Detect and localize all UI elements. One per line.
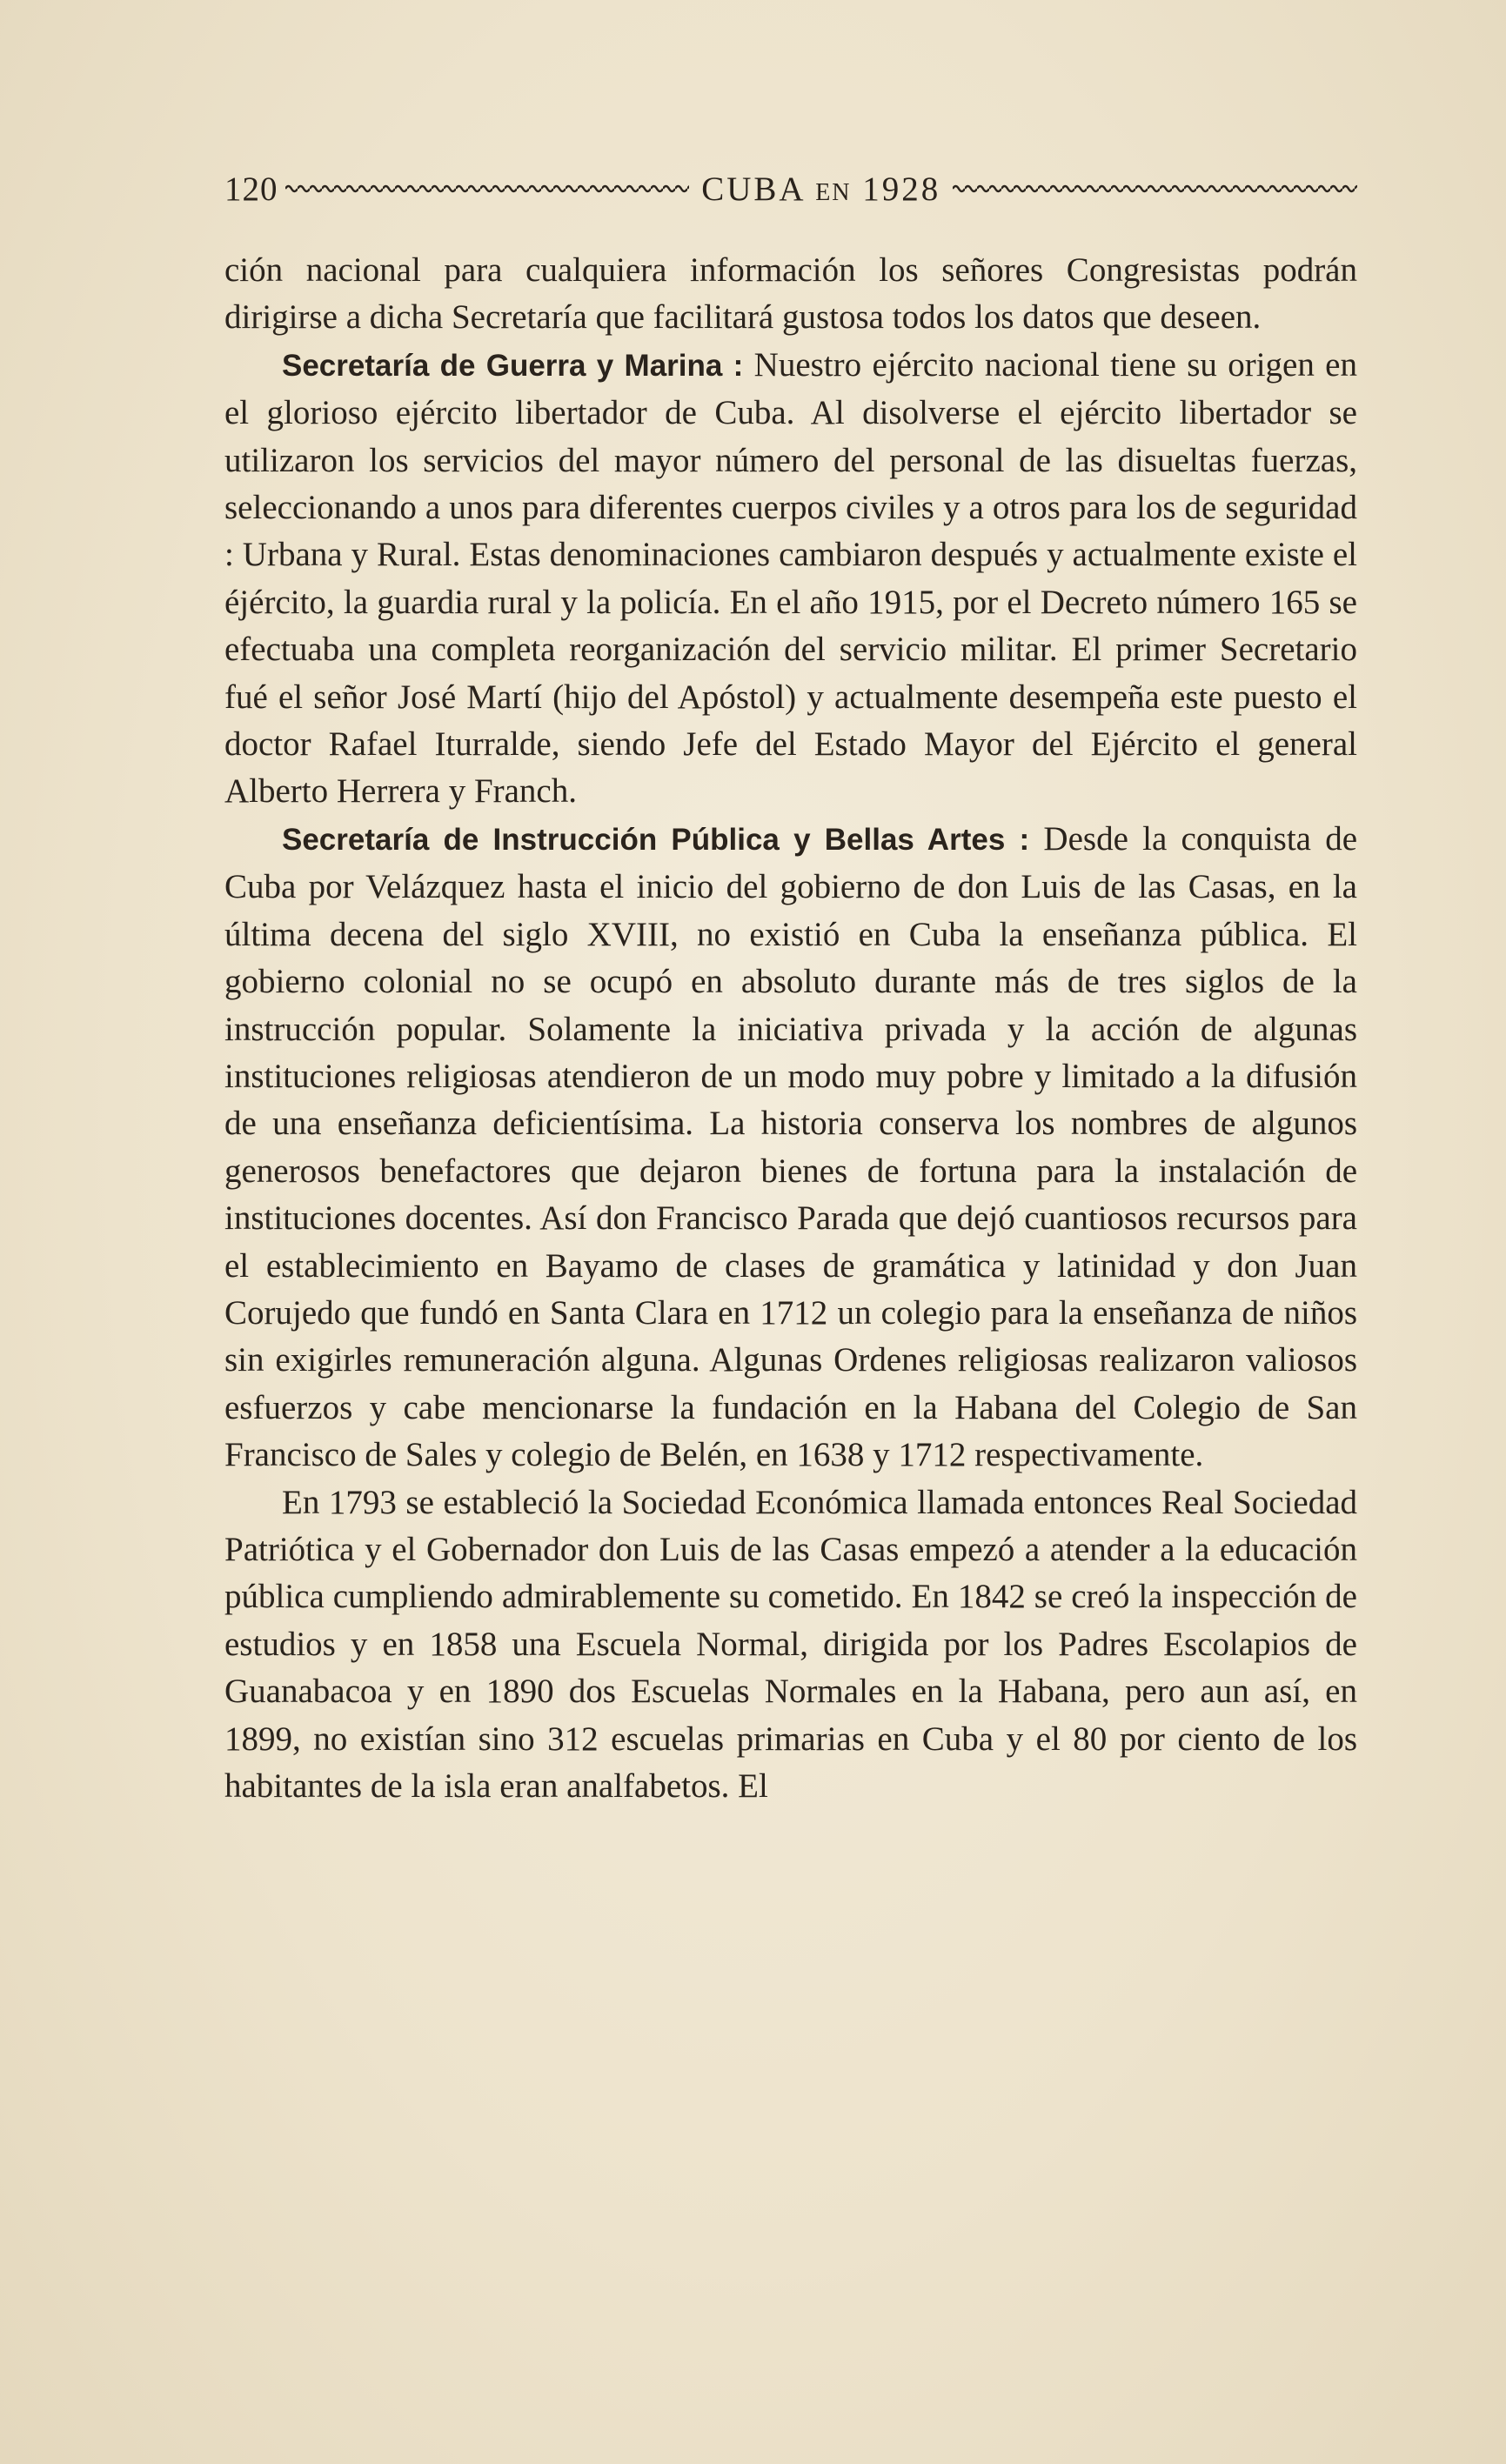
paragraph-1793 bbox=[224, 1479, 1357, 1811]
paragraph-text: En 1793 se estableció la Sociedad Económica llamada entonces Real Sociedad Patriótica y el Gobernador don Luis de las Casas empezó a atender a la educación pública cumpliendo admirablemente su cometido. En 1842 se creó la inspección de estudios y en 1858 una Escuela Normal, dirigida por los Padres Escolapios de Guanabacoa y en 1890 dos Escuelas Normales en la Habana, pero aun así, en 1899, no existían sino 312 escuelas primarias en Cuba y el 80 por ciento de los habitantes de la isla eran analfabetos. El bbox=[224, 1483, 1357, 1805]
paragraph-text: Nuestro ejército nacional tiene su origen en el glorioso ejército libertador de Cuba. Al disolverse el ejército libertador se utilizaron los servicios del mayor número del personal de las disueltas fuerzas, seleccionando a unos para diferentes cuerpos civiles y a otros para los de seguridad : Urbana y Rural. Estas denominaciones cambiaron después y actualmente existe el éjército, la guardia rural y la policía. En el año 1915, por el Decreto número 165 se efectuaba una completa reorganización del servicio militar. El primer Secretario fué el señor José Martí (hijo del Apóstol) y actualmente desempeña este puesto el doctor Rafael Iturralde, siendo Jefe del Estado Mayor del Ejército el general Alberto Herrera y Franch. bbox=[224, 345, 1357, 811]
paragraph-instruccion-publica bbox=[224, 816, 1357, 1479]
section-heading-guerra-marina: Secretaría de Guerra y Marina : bbox=[282, 348, 744, 383]
page-number: 120 bbox=[224, 170, 278, 208]
decorative-wavy-rule-right bbox=[953, 183, 1357, 195]
running-title bbox=[701, 170, 940, 209]
decorative-wavy-rule-left bbox=[285, 183, 690, 195]
paragraph-text: Desde la conquista de Cuba por Velázquez hasta el inicio del gobierno de don Luis de las Casas, en la última decena del siglo XVIII, no existió en Cuba la enseñanza pública. El gobierno colonial no se ocupó en absoluto durante más de tres siglos de la instrucción popular. Solamente la iniciativa privada y la acción de algunas instituciones religiosas atendieron de un modo muy pobre y limitado a la difusión de una enseñanza deficientísima. La historia conserva los nombres de algunos generosos benefactores que dejaron bienes de fortuna para la instalación de instituciones docentes. Así don Francisco Parada que dejó cuantiosos recursos para el establecimiento en Bayamo de clases de gramática y latinidad y don Juan Corujedo que fundó en Santa Clara en 1712 un colegio para la enseñanza de niños sin exigirles remuneración alguna. Algunas Ordenes religiosas realizaron valiosos esfuerzos y cabe mencionarse la fundación en la Habana del Colegio de San Francisco de Sales y colegio de Belén, en 1638 y 1712 respectivamente. bbox=[224, 819, 1358, 1474]
body-text bbox=[224, 247, 1357, 1810]
paragraph-text: ción nacional para cualquiera información los señores Congresistas podrán dirigirse a dicha Secretaría que facilitará gustosa todos los datos que deseen. bbox=[224, 251, 1357, 337]
running-header bbox=[224, 167, 1357, 210]
running-title-year: 1928 bbox=[862, 170, 941, 208]
running-title-en: EN bbox=[815, 178, 852, 206]
running-title-cuba: CUBA bbox=[701, 170, 805, 208]
section-heading-instruccion-publica: Secretaría de Instrucción Pública y Bellas Artes : bbox=[282, 822, 1030, 857]
paragraph-continuation bbox=[224, 247, 1357, 342]
paragraph-guerra-marina bbox=[224, 342, 1357, 816]
